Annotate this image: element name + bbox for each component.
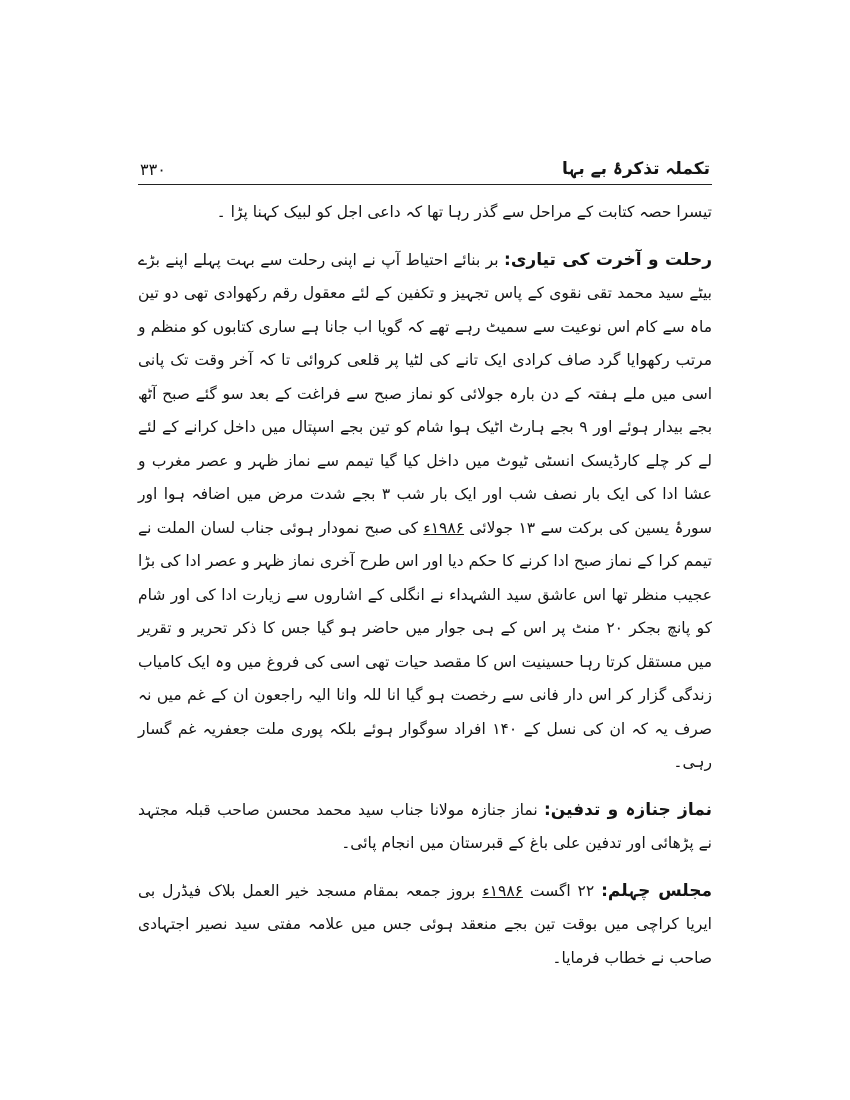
paragraph-text: ۲۲ اگست	[529, 881, 595, 900]
paragraph-departure	[138, 244, 712, 780]
running-head: تکملہ تذکرۂ بے بہا	[561, 159, 710, 179]
page-number: ۳۳۰	[140, 160, 166, 179]
paragraph-text: بر بنائے احتیاط آپ نے اپنی رحلت سے بہت پہلے اپنے بڑے بیٹے سید محمد تقی نقوی کے پاس تجہیز و تکفین کے لئے معقول رقم رکھوادی تھی دو تین ماہ سے کام اس نوعیت سے سمیٹ رہے تھے کہ گویا اب جانا ہے ساری کتابوں کو منظم و مرتب رکھوایا گرد صاف کرادی ایک تانے کی لٹیا پر قلعی کروائی تا کہ آخر وقت تک پانی اسی میں ملے ہفتہ کے دن بارہ جولائی کو نماز صبح سے فراغت کے بعد سو گئے صبح آٹھ بجے بیدار ہوئے اور ۹ بجے ہارٹ اٹیک ہوا شام کو تین بجے اسپتال میں داخل کرانے کے لئے لے کر چلے کارڈیسک انسٹی ٹیوٹ میں داخل کیا گیا تیمم سے نماز ظہر و عصر مغرب و عشا ادا کی ایک بار نصف شب اور ایک بار شب ۳ بجے شدت مرض میں اضافہ ہوا اور سورۂ یسین کی برکت سے ۱۳ جولائی	[138, 250, 713, 537]
paragraph-intro	[138, 196, 712, 230]
year-text: ۱۹۸۶ء	[423, 518, 465, 537]
year-text: ۱۹۸۶ء	[482, 881, 523, 900]
paragraph-text: نماز جنازہ مولانا جناب سید محمد محسن صاحب قبلہ مجتہد نے پڑھائی اور تدفین علی باغ کے قبرستان میں انجام پائی۔	[138, 800, 712, 852]
paragraph-chehlum	[138, 875, 712, 976]
paragraph-text-continued: بروز جمعہ بمقام مسجد خیر العمل بلاک فیڈرل بی ایریا کراچی میں بوقت تین بجے منعقد ہوئی جس میں علامہ مفتی سید نصیر اجتہادی صاحب نے خطاب فرمایا۔	[138, 881, 712, 967]
paragraph-text: تیسرا حصہ کتابت کے مراحل سے گذر رہا تھا کہ داعی اجل کو لبیک کہنا پڑا ۔	[216, 203, 712, 221]
paragraph-funeral	[138, 794, 712, 861]
paragraph-text-continued: کی صبح نمودار ہوئی جناب لسان الملت نے تیمم کرا کے نماز صبح ادا کرنے کا حکم دیا اور اس طرح آخری نماز ظہر و عصر ادا کی بڑا عجیب منظر تھا اس عاشق سید الشہداء نے انگلی کے اشاروں سے زیارت ادا کی اور شام کو پانچ بجکر ۲۰ منٹ پر اس کے ہی جوار میں حاضر ہو گیا جس کا ذکر تحریر و تقریر میں مستقل کرتا رہا حسینیت اس کا مقصد حیات تھی اسی کی فروغ میں وہ ایک کامیاب زندگی گزار کر اس دار فانی سے رخصت ہو گیا انا للہ وانا الیہ راجعون ان کے غم میں نہ صرف یہ کہ ان کی نسل کے ۱۴۰ افراد سوگوار ہوئے بلکہ پوری ملت جعفریہ غم گسار رہی۔	[138, 518, 712, 771]
section-heading: رحلت و آخرت کی تیاری:	[504, 249, 712, 270]
section-heading: مجلس چہلم:	[601, 880, 713, 901]
section-heading: نماز جنازہ و تدفین:	[543, 799, 713, 820]
header-rule	[138, 184, 712, 185]
body-text	[138, 196, 712, 975]
